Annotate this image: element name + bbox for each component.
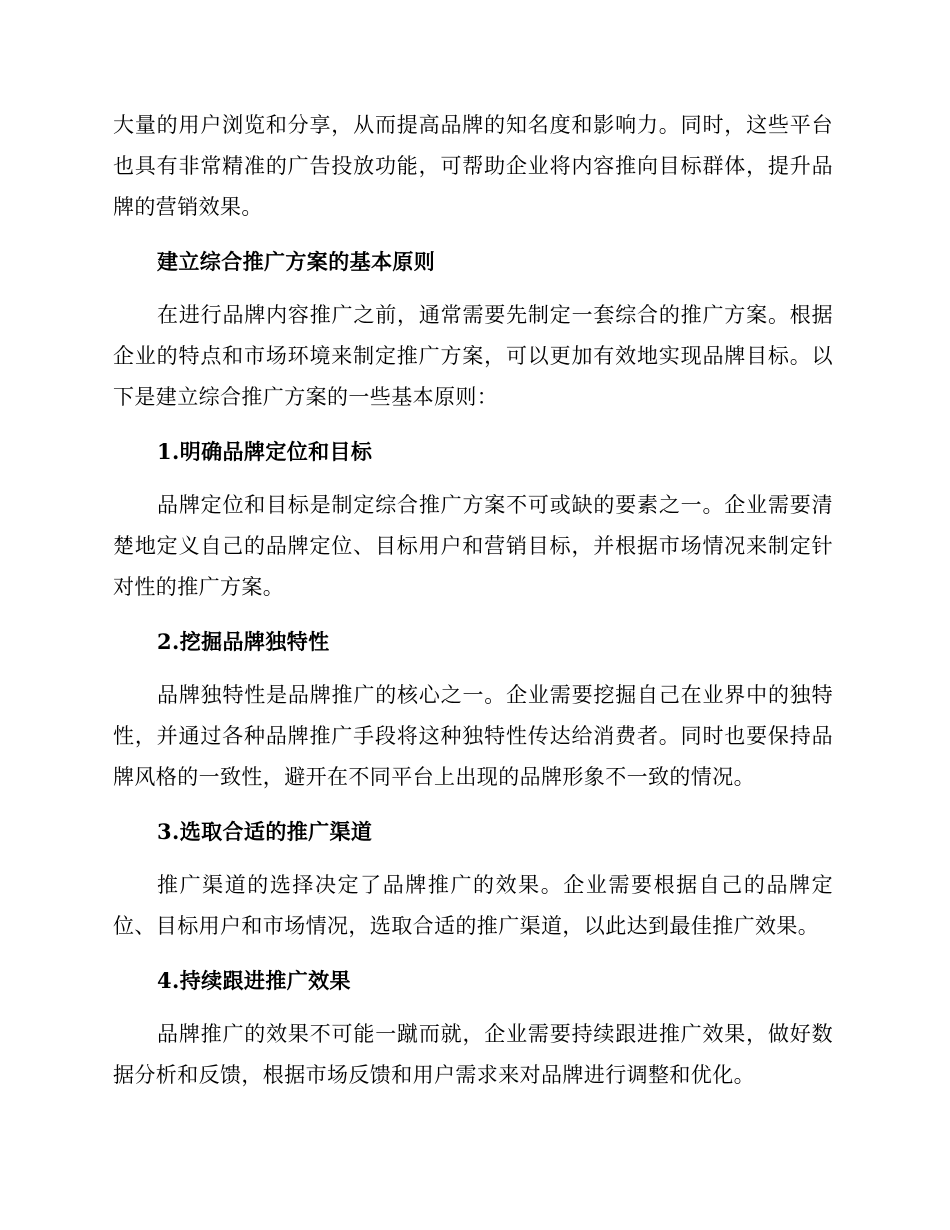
principle-body-3: 推广渠道的选择决定了品牌推广的效果。企业需要根据自己的品牌定位、目标用户和市场情况，选取合适的推广渠道，以此达到最佳推广效果。 [113, 873, 833, 938]
principle-heading-4: 4.持续跟进推广效果 [157, 968, 351, 993]
section-heading: 建立综合推广方案的基本原则 [157, 249, 436, 274]
principle-heading-1: 1.明确品牌定位和目标 [157, 439, 373, 464]
principle-heading-2: 2.挖掘品牌独特性 [157, 629, 330, 654]
principle-body-4: 品牌推广的效果不可能一蹴而就，企业需要持续跟进推广效果，做好数据分析和反馈，根据市场反馈和用户需求来对品牌进行调整和优化。 [113, 1022, 833, 1087]
document-body [113, 105, 833, 1096]
section-paragraph: 在进行品牌内容推广之前，通常需要先制定一套综合的推广方案。根据企业的特点和市场环境来制定推广方案，可以更加有效地实现品牌目标。以下是建立综合推广方案的一些基本原则： [113, 303, 833, 409]
intro-paragraph: 大量的用户浏览和分享，从而提高品牌的知名度和影响力。同时，这些平台也具有非常精准的广告投放功能，可帮助企业将内容推向目标群体，提升品牌的营销效果。 [113, 113, 833, 219]
principle-body-1: 品牌定位和目标是制定综合推广方案不可或缺的要素之一。企业需要清楚地定义自己的品牌定位、目标用户和营销目标，并根据市场情况来制定针对性的推广方案。 [113, 493, 833, 599]
principle-heading-3: 3.选取合适的推广渠道 [157, 819, 373, 844]
principle-body-2: 品牌独特性是品牌推广的核心之一。企业需要挖掘自己在业界中的独特性，并通过各种品牌推广手段将这种独特性传达给消费者。同时也要保持品牌风格的一致性，避开在不同平台上出现的品牌形象不一致的情况。 [113, 683, 833, 789]
